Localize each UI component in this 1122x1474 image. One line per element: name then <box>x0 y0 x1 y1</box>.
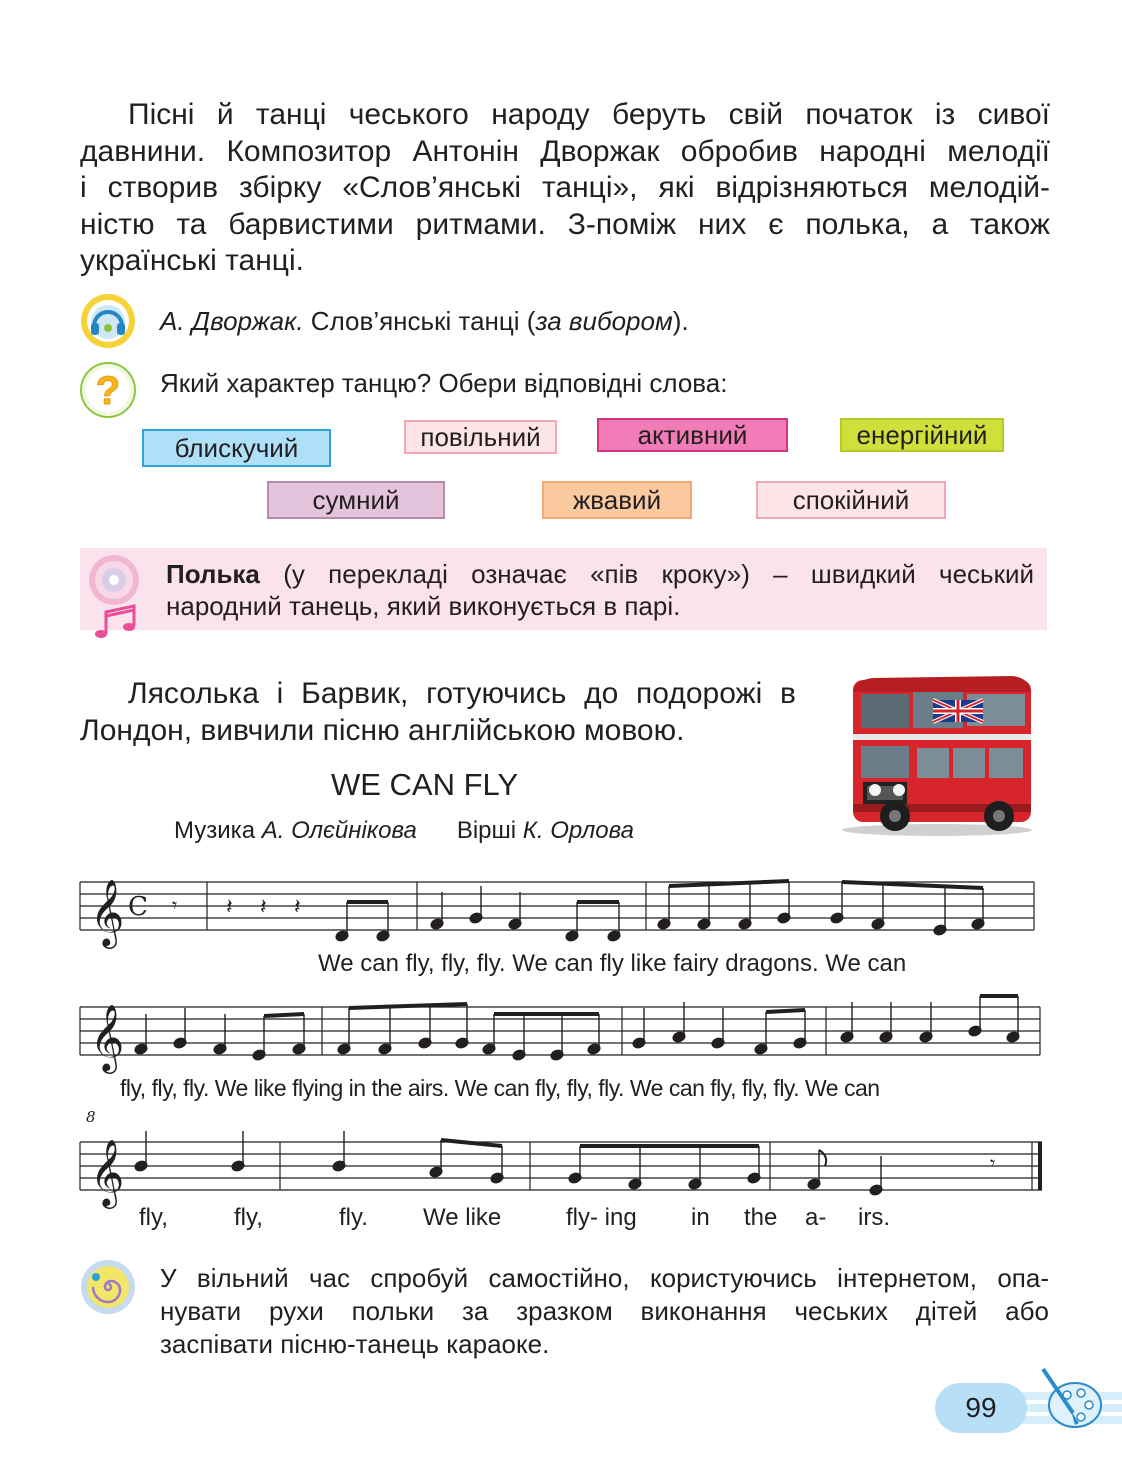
svg-text:𝄞: 𝄞 <box>90 1138 125 1206</box>
listen-choice: за вибором <box>535 306 673 336</box>
task-line: нувати рухи польки за зразком виконання чеських дітей або <box>160 1296 1049 1326</box>
definition-line2: народний танець, який виконується в парі. <box>166 591 681 621</box>
page-number-badge <box>935 1383 1027 1433</box>
svg-text:𝄽: 𝄽 <box>260 895 267 920</box>
listen-end: ). <box>672 306 689 336</box>
music-label: Музика <box>174 817 262 844</box>
lyrics-word: irs. <box>858 1204 890 1231</box>
svg-text:𝄞: 𝄞 <box>90 878 125 946</box>
lyrics-line-1: We can fly, fly, fly. We can fly like fairy dragons. We can <box>318 950 907 977</box>
lyrics-word: fly- ing <box>566 1204 637 1231</box>
story-line: Лондон, вивчили пісню англійською мовою. <box>80 713 685 747</box>
music-author: А. Олєйнікова <box>261 817 417 844</box>
intro-line: давнини. Композитор Антонін Дворжак обробив народні мелодії <box>80 134 1050 168</box>
lyrics-word: fly, <box>234 1204 263 1231</box>
svg-text:𝄞: 𝄞 <box>90 1003 125 1071</box>
lyrics-word: fly. <box>339 1204 368 1231</box>
time-signature: C <box>128 892 148 922</box>
svg-text:𝄾: 𝄾 <box>172 893 178 917</box>
lyrics-word: the <box>744 1204 778 1231</box>
svg-text:𝄽: 𝄽 <box>294 895 301 920</box>
definition-line1: (у перекладі означає «пів кроку») – швидкий чеський <box>259 559 1034 589</box>
intro-line: українські танці. <box>80 244 304 277</box>
lyrics-label: Вірші <box>456 817 523 844</box>
word-tag-povilnyi[interactable]: повільний <box>404 420 557 454</box>
listen-work: Слов’янські танці ( <box>303 306 536 336</box>
intro-line: Пісні й танці чеського народу беруть свій початок із сивої <box>128 98 1050 131</box>
song-title: WE CAN FLY <box>331 767 519 802</box>
story-line: Лясолька і Барвик, готуючись до подорожі в <box>128 677 796 710</box>
word-tag-enerhiinyi[interactable]: енергійний <box>840 418 1004 452</box>
task-line: заспівати пісню-танець караоке. <box>160 1329 550 1359</box>
lyrics-line-2: fly, fly, fly. We like flying in the airs. We can fly, fly, fly. We can fly, fly, fly. We can <box>120 1075 880 1101</box>
word-tag-zhvavyi[interactable]: жвавий <box>542 481 692 519</box>
svg-text:𝄽: 𝄽 <box>226 895 233 920</box>
svg-text:𝄾: 𝄾 <box>990 1151 996 1175</box>
definition-term: Полька <box>166 559 260 589</box>
lyrics-word: We like <box>423 1204 502 1231</box>
spiral-icon <box>80 1259 136 1315</box>
lyrics-word: a- <box>805 1204 827 1231</box>
listen-composer: А. Дворжак. <box>160 306 304 336</box>
lyrics-word: in <box>691 1204 710 1231</box>
word-tag-sumnyi[interactable]: сумний <box>267 481 445 519</box>
palette-brush-icon <box>1035 1365 1105 1435</box>
svg-text:?: ? <box>95 369 121 413</box>
measure-number: 8 <box>86 1108 96 1126</box>
word-tag-aktyvnyi[interactable]: активний <box>597 418 788 452</box>
task-paragraph <box>160 1262 1049 1361</box>
intro-line: ністю та барвистими ритмами. З-поміж них є полька, а також <box>80 207 1050 241</box>
page-number: 99 <box>965 1392 997 1423</box>
intro-line: і створив збірку «Слов’янські танці», які відрізняються мелодій- <box>80 171 1050 204</box>
lyrics-word: fly, <box>139 1204 168 1231</box>
word-tag-spokiinyi[interactable]: спокійний <box>756 481 946 519</box>
lyrics-author: К. Орлова <box>522 817 634 844</box>
word-tag-bliskuchyi[interactable]: блискучий <box>142 429 331 467</box>
task-line: У вільний час спробуй самостійно, користуючись інтернетом, опа- <box>160 1263 1049 1293</box>
question-text: Який характер танцю? Обери відповідні слова: <box>160 368 728 398</box>
